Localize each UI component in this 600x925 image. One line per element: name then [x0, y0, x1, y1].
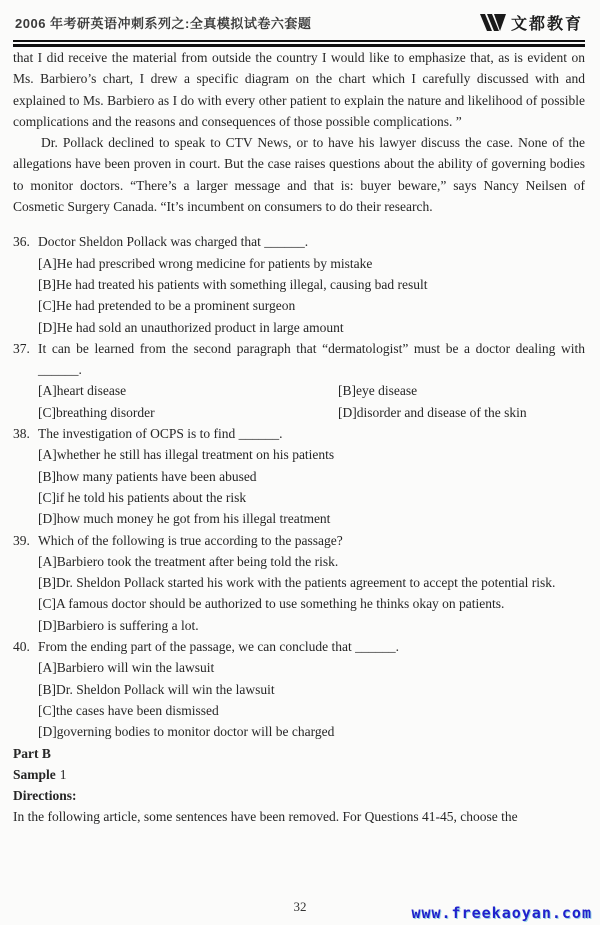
option-c — [38, 593, 585, 614]
option-label: [B] — [38, 575, 56, 591]
question-39 — [13, 530, 585, 636]
option-text: disorder and disease of the skin — [356, 404, 527, 420]
part-b-heading: Part B — [13, 745, 51, 761]
option-a — [38, 551, 585, 572]
option-label: [D] — [38, 724, 57, 740]
question-stem: From the ending part of the passage, we can conclude that ______. — [38, 639, 400, 655]
option-label: [B] — [38, 468, 56, 484]
option-d — [38, 615, 585, 636]
question-number: 39. — [13, 532, 30, 548]
option-label: [A] — [38, 447, 57, 463]
option-text: breathing disorder — [56, 404, 155, 420]
option-list — [13, 253, 585, 338]
option-label: [A] — [38, 553, 57, 569]
option-b — [38, 274, 585, 295]
option-text: A famous doctor should be authorized to use something he thinks okay on patients. — [56, 596, 505, 612]
sample-label: Sample — [13, 766, 56, 782]
option-label: [D] — [338, 404, 357, 420]
question-stem: Which of the following is true according to the passage? — [38, 532, 343, 548]
question-list — [13, 231, 585, 742]
option-list — [13, 551, 585, 636]
question-number: 36. — [13, 234, 30, 250]
passage-paragraph-1: that I did receive the material from outside the country I would like to emphasize that, as is evident on Ms. Barbiero’s chart, I drew a specific diagram on the chart which I carefully discussed with and explained to Ms. Barbiero as I do with every other patient to explain the nature and likelihood of possible complications and the reasons and consequences of those possible complications. ” — [13, 50, 585, 129]
option-b — [38, 679, 585, 700]
option-label: [C] — [38, 489, 56, 505]
sample-heading — [13, 764, 585, 785]
option-a — [38, 380, 338, 401]
option-text: the cases have been dismissed — [56, 702, 219, 718]
passage-paragraph-2: Dr. Pollack declined to speak to CTV News, or to have his lawyer discuss the case. None of the allegations have been proven in court. But the case raises questions about the ability of governing bodies to monitor doctors. “There’s a larger message and that is: buyer beware,” says Nancy Neilsen of Cosmetic Surgery Canada. “It’s incumbent on consumers to do their research. — [13, 135, 585, 215]
option-label: [B] — [38, 276, 56, 292]
question-number: 37. — [13, 340, 30, 356]
option-label: [C] — [38, 596, 56, 612]
option-d — [38, 317, 585, 338]
option-label: [C] — [38, 298, 56, 314]
page-number: 32 — [293, 899, 307, 914]
directions-heading: Directions: — [13, 788, 77, 804]
option-text: if he told his patients about the risk — [56, 489, 247, 505]
option-a — [38, 444, 585, 465]
option-label: [A] — [38, 660, 57, 676]
option-label: [C] — [38, 404, 56, 420]
option-label: [A] — [38, 255, 57, 271]
option-label: [D] — [38, 511, 57, 527]
option-text: Barbiero will win the lawsuit — [56, 660, 215, 676]
option-label: [D] — [38, 617, 57, 633]
option-d — [38, 721, 585, 742]
option-c — [38, 295, 585, 316]
option-text: eye disease — [356, 383, 418, 399]
part-b-section — [13, 743, 585, 828]
option-text: He had treated his patients with something illegal, causing bad result — [56, 276, 428, 292]
option-d — [338, 402, 585, 423]
question-37 — [13, 338, 585, 423]
brand-name: 文都教育 — [510, 16, 583, 33]
option-a — [38, 657, 585, 678]
question-number: 38. — [13, 426, 30, 442]
question-number: 40. — [13, 639, 30, 655]
option-label: [B] — [38, 681, 56, 697]
watermark-url: www.freekaoyan.com — [411, 904, 592, 922]
sample-number: 1 — [59, 766, 67, 782]
option-label: [A] — [38, 383, 57, 399]
option-text: He had sold an unauthorized product in large amount — [56, 319, 344, 335]
option-label: [D] — [38, 319, 57, 335]
question-stem: The investigation of OCPS is to find ______. — [38, 426, 283, 442]
option-list — [13, 444, 585, 529]
option-c — [38, 700, 585, 721]
option-text: Barbiero took the treatment after being told the risk. — [56, 553, 339, 569]
option-a — [38, 253, 585, 274]
header-title: 2006 年考研英语冲刺系列之:全真模拟试卷六套题 — [15, 16, 312, 31]
header-divider — [13, 40, 585, 47]
question-stem: Doctor Sheldon Pollack was charged that ______. — [38, 234, 309, 250]
option-text: He had prescribed wrong medicine for patients by mistake — [56, 255, 373, 271]
page-header — [13, 0, 585, 39]
option-list — [13, 380, 585, 423]
option-text: how much money he got from his illegal treatment — [56, 511, 331, 527]
option-text: whether he still has illegal treatment on his patients — [56, 447, 335, 463]
option-text: He had pretended to be a prominent surgeon — [56, 298, 296, 314]
option-c — [38, 402, 338, 423]
brand-logo — [480, 11, 583, 34]
option-b — [338, 380, 585, 401]
option-b — [38, 466, 585, 487]
wendu-w-icon — [480, 14, 506, 31]
option-text: how many patients have been abused — [56, 468, 257, 484]
directions-text: In the following article, some sentences have been removed. For Questions 41-45, choose the — [13, 809, 518, 825]
option-text: heart disease — [56, 383, 127, 399]
option-text: Barbiero is suffering a lot. — [56, 617, 199, 633]
question-36 — [13, 231, 585, 337]
option-text: governing bodies to monitor doctor will be charged — [56, 724, 335, 740]
option-c — [38, 487, 585, 508]
question-38 — [13, 423, 585, 529]
option-label: [C] — [38, 702, 56, 718]
option-label: [B] — [338, 383, 356, 399]
option-text: Dr. Sheldon Pollack will win the lawsuit — [56, 681, 275, 697]
question-stem: It can be learned from the second paragraph that “dermatologist” must be a doctor dealing with ______. — [38, 340, 585, 378]
option-text: Dr. Sheldon Pollack started his work with the patients agreement to accept the potential risk. — [56, 575, 556, 591]
option-b — [38, 572, 585, 593]
option-list — [13, 657, 585, 742]
option-d — [38, 508, 585, 529]
question-40 — [13, 636, 585, 742]
